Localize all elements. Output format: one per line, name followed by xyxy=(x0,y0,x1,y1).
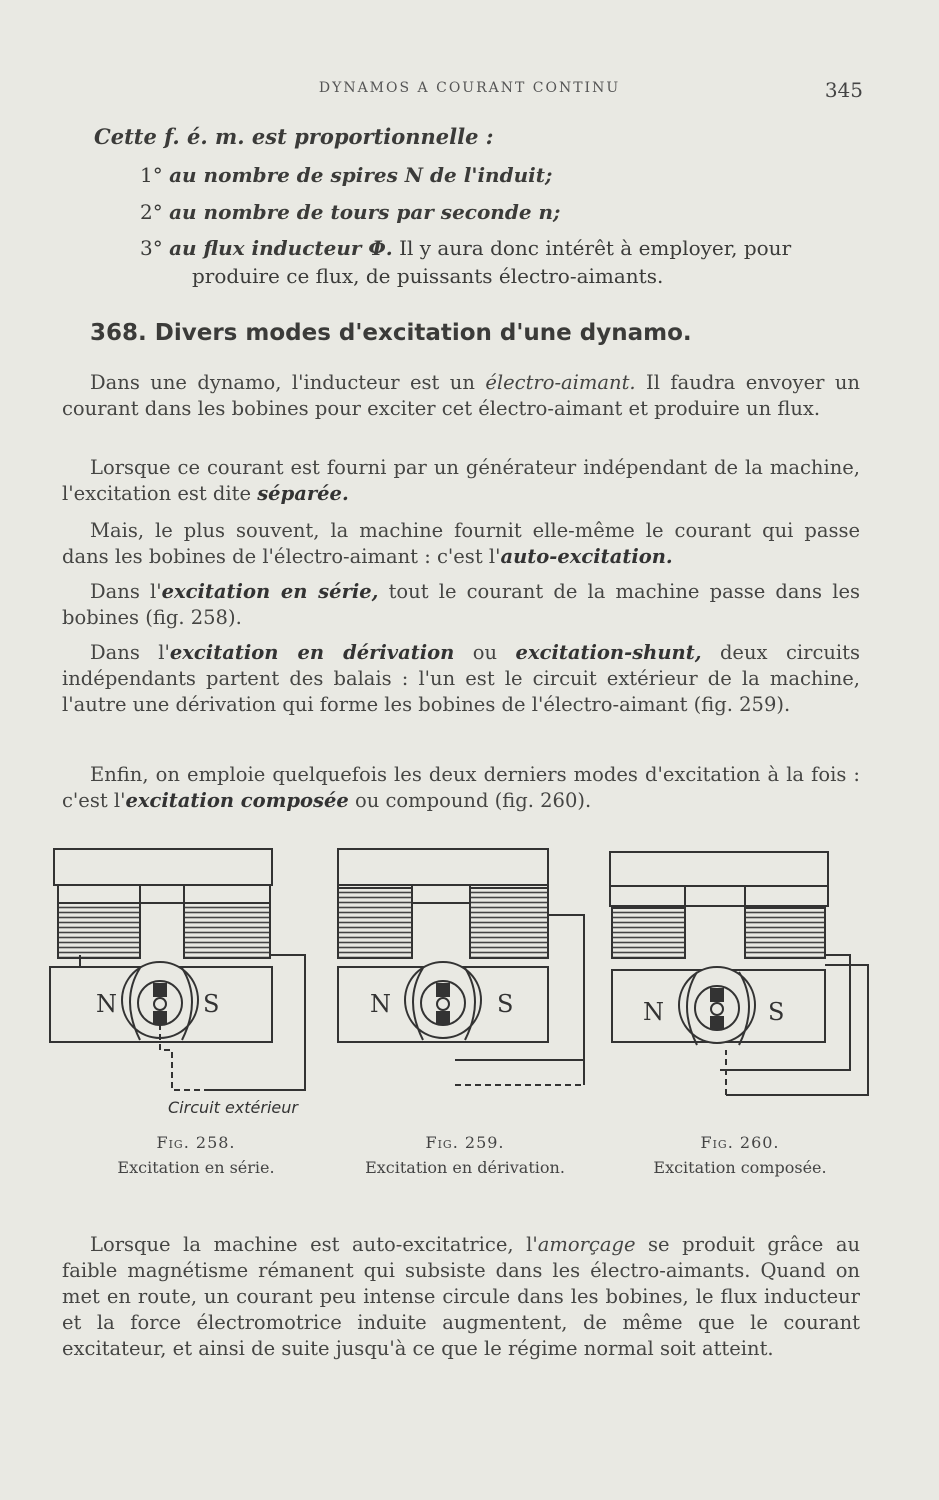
fig260-pole-n: N xyxy=(643,998,664,1026)
p4-text-end: tout le courant de la machine passe dans les bobines (fig. 258). xyxy=(62,580,860,629)
fig-259-drawing xyxy=(338,849,584,1085)
caption-number: Fig. 258. xyxy=(156,1133,236,1152)
caption-fig-260 xyxy=(630,1133,850,1177)
p2-bold: séparée. xyxy=(257,482,349,505)
fig260-pole-s: S xyxy=(768,998,785,1026)
fig258-pole-n: N xyxy=(96,990,117,1018)
coil-right xyxy=(184,903,270,958)
caption-fig-259 xyxy=(340,1133,590,1177)
list-text: au nombre de spires N de l'induit; xyxy=(169,163,553,187)
caption-text: Excitation en série. xyxy=(117,1158,275,1177)
coil-left xyxy=(612,908,685,958)
p1-italic: électro-aimant. xyxy=(485,371,636,394)
caption-text: Excitation composée. xyxy=(653,1158,827,1177)
p7-italic: amorçage xyxy=(537,1233,636,1256)
list-text: Il y aura donc intérêt à employer, pour xyxy=(399,236,792,260)
coil-left xyxy=(338,888,412,958)
handwritten-label: Circuit extérieur xyxy=(168,1098,298,1117)
p3-text: Mais, le plus souvent, la machine fournit elle-même le courant qui passe dans les bobines de l'électro-aimant : c'est l' xyxy=(62,519,860,568)
caption-fig-258 xyxy=(96,1133,296,1177)
p5-text-end: deux circuits indépendants partent des balais : l'un est le circuit extérieur de la machine, l'autre une dérivation qui forme les bobines de l'électro-aimant (fig. 259). xyxy=(62,641,861,716)
list-num: 3° xyxy=(140,236,163,260)
intro-lead: Cette f. é. m. est proportionnelle : xyxy=(94,124,494,149)
coil-left xyxy=(58,903,140,958)
fig-260-drawing xyxy=(610,852,868,1095)
list-text: au nombre de tours par seconde n; xyxy=(169,200,561,224)
p5-text-mid: ou xyxy=(454,641,516,664)
list-text-em: au flux inducteur Φ. xyxy=(169,236,393,260)
fig258-pole-s: S xyxy=(203,990,220,1018)
section-title: 368. Divers modes d'excitation d'une dynamo. xyxy=(90,320,692,346)
p2-text: Lorsque ce courant est fourni par un générateur indépendant de la machine, l'excitation est dite xyxy=(62,456,860,505)
fig259-pole-s: S xyxy=(497,990,514,1018)
p1-text: Dans une dynamo, l'inducteur est un xyxy=(90,371,486,394)
p4-text: Dans l' xyxy=(90,580,162,603)
fig259-pole-n: N xyxy=(370,990,391,1018)
p7-text-end: se produit grâce au faible magnétisme rémanent qui subsiste dans les électro-aimants. Quand on met en route, un courant peu intense circule dans les bobines, le flux inducteur et la force électromotrice induite augmentent, de même que le courant excitateur, et ainsi de suite jusqu'à ce que le régime normal soit atteint. xyxy=(62,1233,860,1360)
paragraph-7 xyxy=(62,1232,860,1362)
list-text: produire ce flux, de puissants électro-aimants. xyxy=(192,264,664,288)
caption-text: Excitation en dérivation. xyxy=(365,1158,565,1177)
list-num: 2° xyxy=(140,200,163,224)
coil-right xyxy=(470,888,548,958)
p1-text-end: Il faudra envoyer un courant dans les bobines pour exciter cet électro-aimant et produire un flux. xyxy=(62,371,860,420)
caption-number: Fig. 259. xyxy=(425,1133,505,1152)
list-num: 1° xyxy=(140,163,163,187)
running-head: DYNAMOS A COURANT CONTINU xyxy=(318,80,621,96)
page-number: 345 xyxy=(824,78,863,102)
p6-text-end: ou compound (fig. 260). xyxy=(348,789,592,812)
p6-text: Enfin, on emploie quelquefois les deux derniers modes d'excitation à la fois : c'est l' xyxy=(62,763,860,812)
p4-bold: excitation en série, xyxy=(161,580,379,603)
p3-bold: auto-excitation. xyxy=(500,545,673,568)
p5-text: Dans l' xyxy=(90,641,170,664)
p5-bold-1: excitation en dérivation xyxy=(169,641,455,664)
coil-right xyxy=(745,908,825,958)
p5-bold-2: excitation-shunt, xyxy=(515,641,702,664)
p7-text: Lorsque la machine est auto-excitatrice, l' xyxy=(90,1233,538,1256)
caption-number: Fig. 260. xyxy=(700,1133,780,1152)
p6-bold: excitation composée xyxy=(125,789,349,812)
fig-258-drawing xyxy=(50,849,305,1090)
